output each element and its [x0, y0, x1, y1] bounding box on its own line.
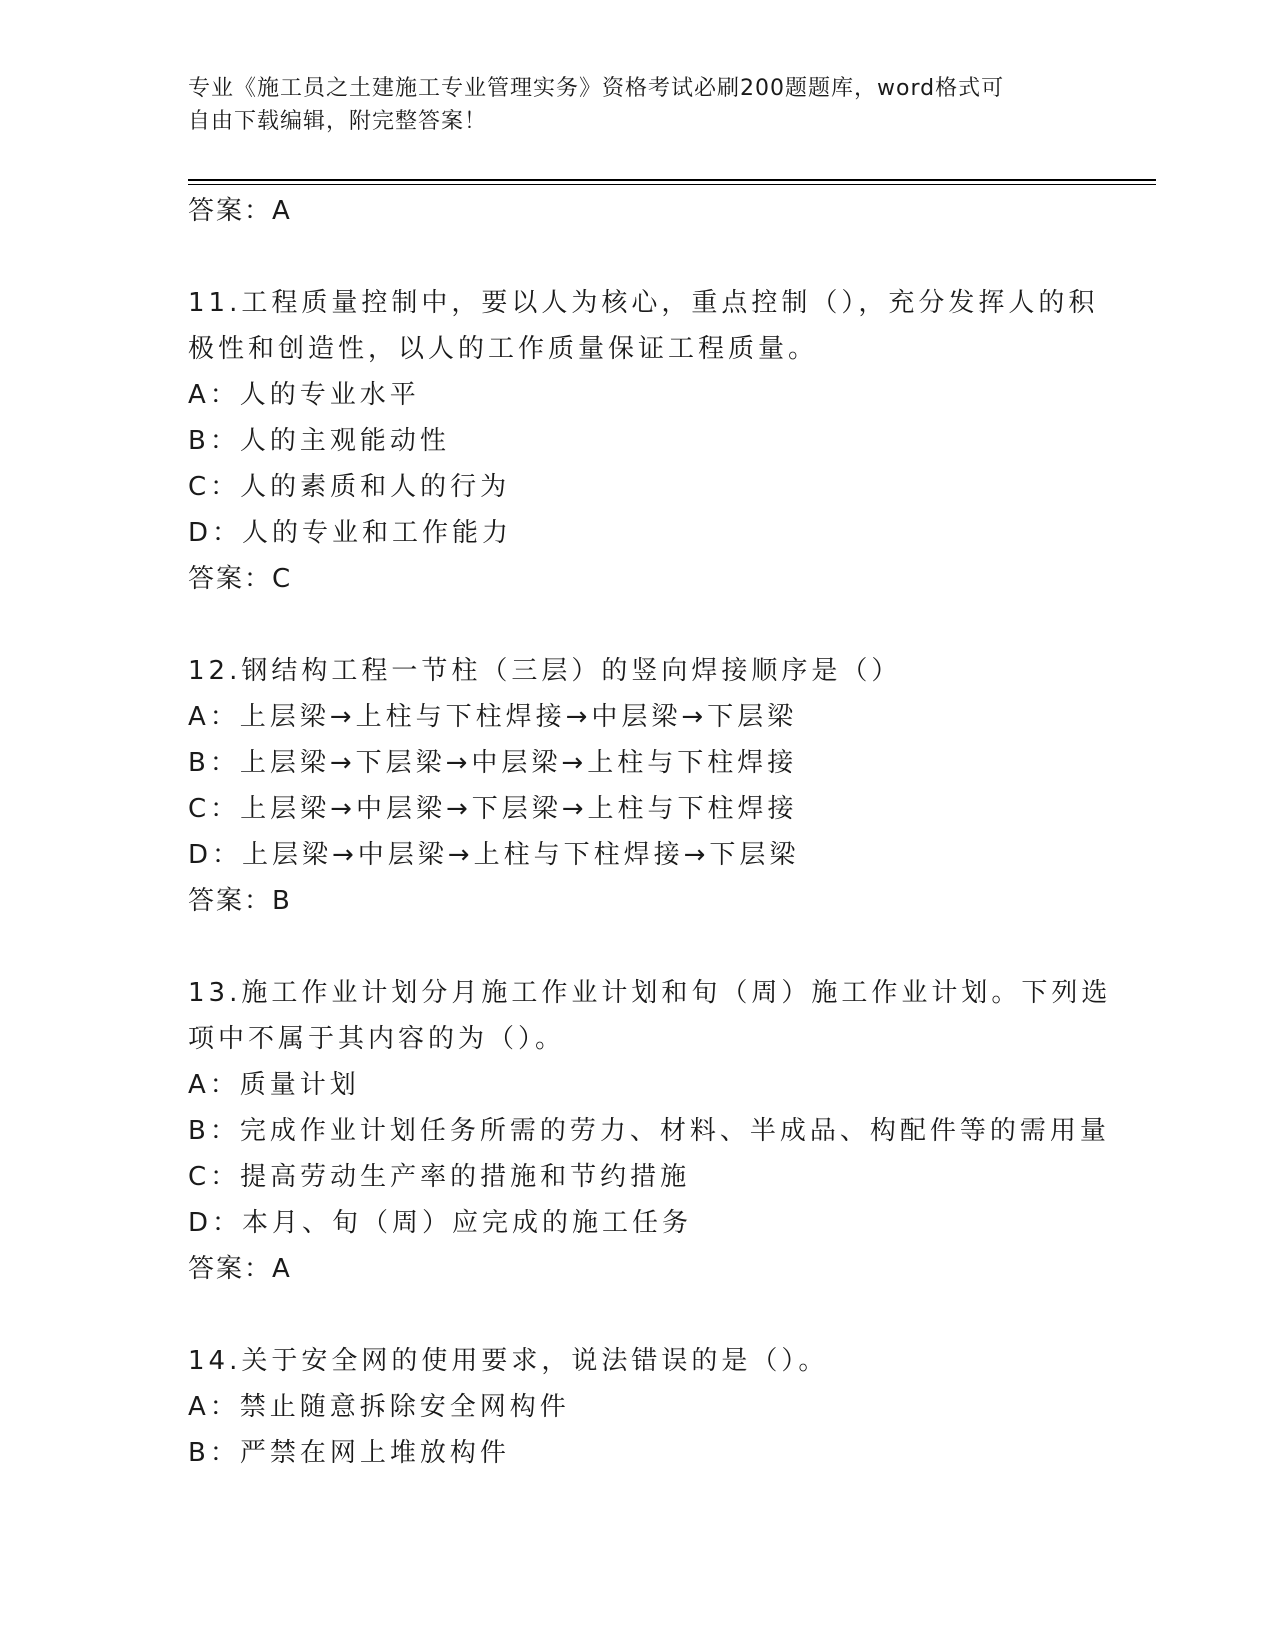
option-a: A：质量计划 — [188, 1070, 360, 1100]
option-a: A：上层梁→上柱与下柱焊接→中层梁→下层梁 — [188, 702, 798, 732]
document-header — [188, 72, 1088, 138]
question-item — [188, 970, 1112, 1292]
option-b: B：完成作业计划任务所需的劳力、材料、半成品、构配件等的需用量 — [188, 1116, 1110, 1146]
question-text: 12.钢结构工程一节柱（三层）的竖向焊接顺序是（） — [188, 656, 902, 686]
option-b: B：严禁在网上堆放构件 — [188, 1438, 510, 1468]
spacer — [188, 1292, 1088, 1338]
option-c: C：提高劳动生产率的措施和节约措施 — [188, 1162, 691, 1192]
option-d: D：人的专业和工作能力 — [188, 518, 513, 548]
question-text: 极性和创造性，以人的工作质量保证工程质量。 — [188, 334, 819, 364]
spacer — [188, 234, 1088, 280]
option-a: A：禁止随意拆除安全网构件 — [188, 1392, 570, 1422]
option-b: B：人的主观能动性 — [188, 426, 450, 456]
header-divider-thin — [188, 184, 1156, 185]
header-divider-thick — [188, 179, 1156, 181]
question-text: 14.关于安全网的使用要求，说法错误的是（）。 — [188, 1346, 829, 1376]
answer-line: 答案：B — [188, 886, 292, 916]
question-list — [188, 188, 1112, 1476]
header-line-1: 专业《施工员之土建施工专业管理实务》资格考试必刷200题题库，word格式可 — [188, 76, 1005, 101]
header-line-2: 自由下载编辑，附完整答案！ — [188, 109, 488, 134]
option-d: D：上层梁→中层梁→上柱与下柱焊接→下层梁 — [188, 840, 800, 870]
question-item — [188, 1338, 1088, 1476]
answer-line: 答案：A — [188, 1254, 292, 1284]
spacer — [188, 602, 1088, 648]
option-a: A：人的专业水平 — [188, 380, 420, 410]
option-c: C：人的素质和人的行为 — [188, 472, 511, 502]
answer-line: 答案：A — [188, 196, 292, 226]
question-item — [188, 280, 1099, 602]
option-c: C：上层梁→中层梁→下层梁→上柱与下柱焊接 — [188, 794, 798, 824]
question-text: 项中不属于其内容的为（）。 — [188, 1024, 566, 1054]
answer-line: 答案：C — [188, 564, 293, 594]
option-d: D：本月、旬（周）应完成的施工任务 — [188, 1208, 693, 1238]
question-item — [188, 648, 1088, 924]
option-b: B：上层梁→下层梁→中层梁→上柱与下柱焊接 — [188, 748, 798, 778]
question-text: 13.施工作业计划分月施工作业计划和旬（周）施工作业计划。下列选 — [188, 978, 1112, 1008]
spacer — [188, 924, 1088, 970]
question-text: 11.工程质量控制中，要以人为核心，重点控制（），充分发挥人的积 — [188, 288, 1099, 318]
